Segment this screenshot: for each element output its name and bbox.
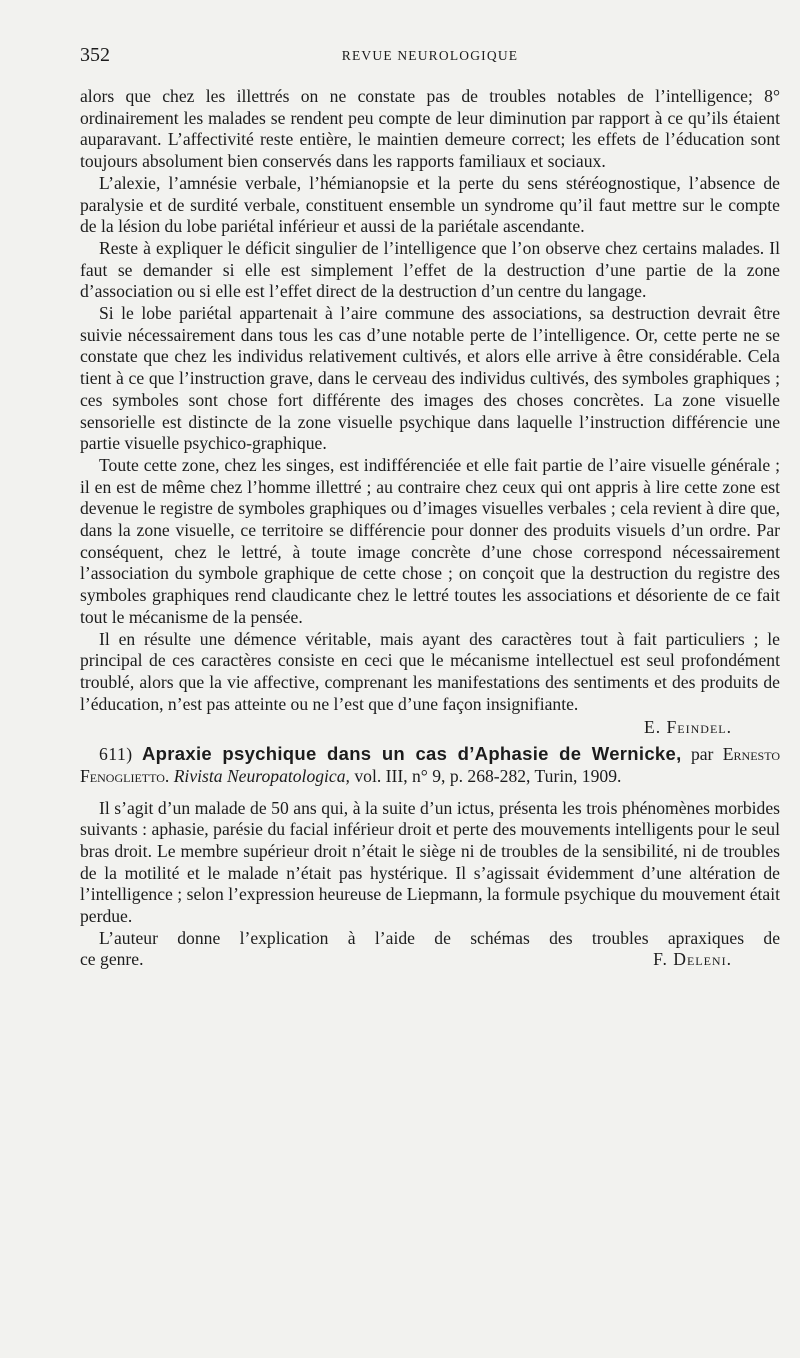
entry-author: Ernesto Fenoglietto. <box>80 744 780 786</box>
entry-by: par <box>690 744 714 765</box>
page-number: 352 <box>80 44 110 66</box>
entry-number: 611) <box>99 744 133 765</box>
paragraph: Toute cette zone, chez les singes, est indifférenciée et elle fait partie de l’aire visuelle générale ; il en est de même chez l’homme illettré ; au contraire chez ceux qui ont appris à lire cette zone est devenue le registre de symboles graphiques ou d’images visuelles verbales ; cela revient à dire que, dans la zone visuelle, ce territoire se différencie pour donner des produits visuels d’un ordre. Par conséquent, chez le lettré, à toute image concrète d’une chose correspond nécessairement l’association du symbole graphique de cette chose ; on conçoit que la destruction du registre des symboles graphiques rend claudicante chez le lettré toutes les associations et désoriente de ce fait tout le mécanisme de la pensée. <box>80 454 780 627</box>
abstract-heading <box>80 743 780 787</box>
paragraph: Il en résulte une démence véritable, mais ayant des caractères tout à fait particuliers ; le principal de ces caractères consiste en ceci que le mécanisme intellectuel est seul profondément troublé, alors que la vie affective, comprenant les manifestations des sentiments et des produits de l’éducation, n’est pas atteinte ou ne l’est que d’une façon insignifiante. <box>80 628 780 714</box>
page-header <box>80 44 780 68</box>
signature: F. Deleni. <box>653 949 732 970</box>
running-head: REVUE NEUROLOGIQUE <box>341 48 519 63</box>
closing-line <box>80 949 780 971</box>
entry-citation: vol. III, n° 9, p. 268-282, Turin, 1909. <box>354 765 622 786</box>
paragraph: Reste à expliquer le déficit singulier de l’intelligence que l’on observe chez certains malades. Il faut se demander si elle est simplement l’effet de la destruction d’une partie de la zone d’association ou si elle est l’effet direct de la destruction d’un centre du langage. <box>80 237 780 302</box>
body-text <box>80 86 780 971</box>
closing-text: ce genre. <box>80 949 144 970</box>
paragraph: L’alexie, l’amnésie verbale, l’hémianopsie et la perte du sens stéréognostique, l’absence de paralysie et de surdité verbale, constituent ensemble un syndrome qu’il faut mettre sur le compte de la lésion du lobe pariétal inférieur et aussi de la pariétale ascendante. <box>80 172 780 237</box>
paragraph: Il s’agit d’un malade de 50 ans qui, à la suite d’un ictus, présenta les trois phénomènes morbides suivants : aphasie, parésie du facial inférieur droit et perte des mouvements intelligents pour le seul bras droit. Le membre supérieur droit n’était le siège ni de troubles de la sensibilité, ni de troubles de la motilité et le malade n’était pas hystérique. Il s’agissait évidemment d’une altération de l’intelligence ; selon l’expression heureuse de Liepmann, la formule psychique du mouvement était perdue. <box>80 797 780 927</box>
paragraph: alors que chez les illettrés on ne constate pas de troubles notables de l’intelligence; 8° ordinairement les malades se rendent peu compte de leur diminution par rapport à ce qu’ils étaient auparavant. L’affectivité reste entière, le maintien demeure correct; les effets de l’éducation sont toujours absolument bien conservés dans les rapports familiaux et sociaux. <box>80 86 780 172</box>
entry-journal: Rivista Neuropatologica, <box>173 765 350 786</box>
entry-title: Apraxie psychique dans un cas d’Aphasie de Wernicke, <box>142 743 682 765</box>
signature: E. Feindel. <box>643 717 732 738</box>
paragraph: L’auteur donne l’explication à l’aide de schémas des troubles apraxiques de <box>99 927 780 948</box>
paragraph: Si le lobe pariétal appartenait à l’aire commune des associations, sa destruction devrait être suivie nécessairement dans tous les cas d’une notable perte de l’intelligence. Or, cette perte ne se constate que chez les individus relativement cultivés, et alors elle arrive à être considérable. Cela tient à ce que l’instruction grave, dans le cerveau des individus cultivés, des symboles graphiques ; ces symboles sont chose fort différente des images des choses concrètes. La zone visuelle sensorielle est distincte de la zone visuelle psychique dans laquelle l’instruction différencie une partie visuelle psychico-graphique. <box>80 303 780 454</box>
